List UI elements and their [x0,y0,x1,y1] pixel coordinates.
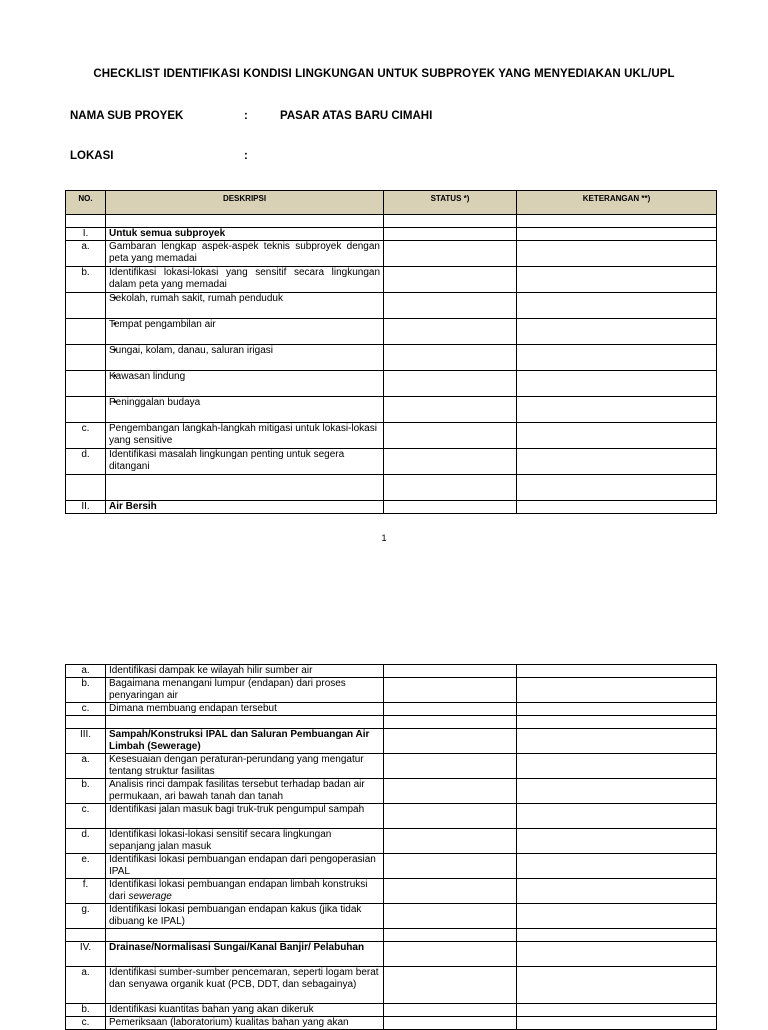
row-desc-italic: sewerage [128,891,172,902]
row-no: d. [66,449,106,475]
section-heading: Drainase/Normalisasi Sungai/Kanal Banjir/ Pelabuhan [106,942,384,967]
keterangan-cell[interactable] [517,1017,717,1030]
keterangan-cell[interactable] [517,967,717,1004]
status-cell[interactable] [384,879,517,904]
header-deskripsi: DESKRIPSI [106,191,384,215]
table-row [66,729,717,754]
row-no [66,371,106,397]
nama-colon: : [244,110,248,122]
row-no: f. [66,879,106,904]
status-cell[interactable] [384,942,517,967]
row-no: a. [66,967,106,1004]
status-cell[interactable] [384,703,517,716]
table-row [66,829,717,854]
status-cell[interactable] [384,241,517,267]
table-row [66,241,717,267]
table-row [66,423,717,449]
row-desc: Identifikasi lokasi pembuangan endapan kakus (jika tidak dibuang ke IPAL) [106,904,384,929]
row-no: c. [66,804,106,829]
row-desc: Identifikasi sumber-sumber pencemaran, seperti logam berat dan senyawa organik kuat (PCB, DDT, dan sebagainya) [106,967,384,1004]
row-no: e. [66,854,106,879]
keterangan-cell[interactable] [517,475,717,501]
table-row [66,397,717,423]
row-no [66,397,106,423]
keterangan-cell[interactable] [517,716,717,729]
table-row [66,501,717,514]
status-cell[interactable] [384,729,517,754]
keterangan-cell[interactable] [517,779,717,804]
keterangan-cell[interactable] [517,397,717,423]
status-cell[interactable] [384,754,517,779]
status-cell[interactable] [384,397,517,423]
bullet-item: • Tempat pengambilan air [106,319,384,345]
status-cell[interactable] [384,267,517,293]
table-row [66,371,717,397]
row-no: c. [66,1017,106,1030]
keterangan-cell[interactable] [517,929,717,942]
status-cell[interactable] [384,228,517,241]
keterangan-cell[interactable] [517,293,717,319]
status-cell[interactable] [384,665,517,678]
bullet-item: • Peninggalan budaya [106,397,384,423]
status-cell[interactable] [384,319,517,345]
table-row [66,754,717,779]
keterangan-cell[interactable] [517,215,717,228]
row-no [66,215,106,228]
row-desc: Analisis rinci dampak fasilitas tersebut terhadap badan air permukaan, ari bawah tanah dan tanah [106,779,384,804]
status-cell[interactable] [384,293,517,319]
status-cell[interactable] [384,716,517,729]
keterangan-cell[interactable] [517,228,717,241]
status-cell[interactable] [384,1017,517,1030]
table-row [66,345,717,371]
keterangan-cell[interactable] [517,345,717,371]
row-no: b. [66,1004,106,1017]
keterangan-cell[interactable] [517,678,717,703]
row-no [66,293,106,319]
nama-sub-proyek-label: NAMA SUB PROYEK [70,110,184,122]
row-desc: Dimana membuang endapan tersebut [106,703,384,716]
status-cell[interactable] [384,475,517,501]
row-desc: Identifikasi masalah lingkungan penting untuk segera ditangani [106,449,384,475]
row-desc: Identifikasi lokasi-lokasi sensitif secara lingkungan sepanjang jalan masuk [106,829,384,854]
row-no [66,345,106,371]
status-cell[interactable] [384,904,517,929]
keterangan-cell[interactable] [517,703,717,716]
status-cell[interactable] [384,829,517,854]
status-cell[interactable] [384,929,517,942]
document-title: CHECKLIST IDENTIFIKASI KONDISI LINGKUNGAN UNTUK SUBPROYEK YANG MENYEDIAKAN UKL/UPL [93,68,675,80]
table-row [66,703,717,716]
row-desc: Pengembangan langkah-langkah mitigasi untuk lokasi-lokasi yang sensitive [106,423,384,449]
row-desc: Identifikasi lokasi pembuangan endapan dari pengoperasian IPAL [106,854,384,879]
keterangan-cell[interactable] [517,879,717,904]
row-no: c. [66,423,106,449]
lokasi-colon: : [244,150,248,162]
row-desc-text: Identifikasi lokasi pembuangan endapan limbah konstruksi dari [109,879,368,902]
table-row [66,1017,717,1030]
table-row [66,215,717,228]
keterangan-cell[interactable] [517,854,717,879]
checklist-table-page2 [65,664,717,1030]
status-cell[interactable] [384,967,517,1004]
section-heading: Air Bersih [106,501,384,514]
row-no: b. [66,779,106,804]
keterangan-cell[interactable] [517,665,717,678]
row-desc: Pemeriksaan (laboratorium) kualitas bahan yang akan [106,1017,384,1030]
keterangan-cell[interactable] [517,423,717,449]
table-row [66,475,717,501]
table-row [66,319,717,345]
bullet-item: • Sekolah, rumah sakit, rumah penduduk [106,293,384,319]
page-number: 1 [381,533,387,543]
row-desc: Kesesuaian dengan peraturan-perundang yang mengatur tentang struktur fasilitas [106,754,384,779]
bullet-item: • Sungai, kolam, danau, saluran irigasi [106,345,384,371]
row-no: IV. [66,942,106,967]
checklist-table-page1 [65,190,717,514]
row-desc [106,215,384,228]
row-desc [106,475,384,501]
table-row [66,904,717,929]
row-desc [106,879,384,904]
bullet-item: • Kawasan lindung [106,371,384,397]
status-cell[interactable] [384,779,517,804]
row-desc: Identifikasi dampak ke wilayah hilir sumber air [106,665,384,678]
table-row [66,779,717,804]
row-desc: Bagaimana menangani lumpur (endapan) dari proses penyaringan air [106,678,384,703]
table-row [66,804,717,829]
status-cell[interactable] [384,423,517,449]
row-desc [106,929,384,942]
keterangan-cell[interactable] [517,449,717,475]
table-row [66,716,717,729]
keterangan-cell[interactable] [517,729,717,754]
keterangan-cell[interactable] [517,829,717,854]
keterangan-cell[interactable] [517,942,717,967]
status-cell[interactable] [384,449,517,475]
row-no: d. [66,829,106,854]
keterangan-cell[interactable] [517,267,717,293]
row-desc: Identifikasi jalan masuk bagi truk-truk pengumpul sampah [106,804,384,829]
row-no [66,319,106,345]
table-row [66,665,717,678]
status-cell[interactable] [384,371,517,397]
keterangan-cell[interactable] [517,1004,717,1017]
header-status: STATUS *) [384,191,517,215]
row-no: II. [66,501,106,514]
status-cell[interactable] [384,501,517,514]
row-no [66,716,106,729]
table-header-row [66,191,717,215]
row-no: c. [66,703,106,716]
table-row [66,678,717,703]
section-heading: Sampah/Konstruksi IPAL dan Saluran Pembuangan Air Limbah (Sewerage) [106,729,384,754]
row-no: g. [66,904,106,929]
row-desc: Identifikasi kuantitas bahan yang akan dikeruk [106,1004,384,1017]
row-no [66,929,106,942]
row-desc: Identifikasi lokasi-lokasi yang sensitif secara lingkungan dalam peta yang memadai [106,267,384,293]
keterangan-cell[interactable] [517,904,717,929]
row-no: b. [66,267,106,293]
keterangan-cell[interactable] [517,754,717,779]
table-row [66,967,717,1004]
row-no: a. [66,241,106,267]
row-no: I. [66,228,106,241]
table-row [66,942,717,967]
section-heading: Untuk semua subproyek [106,228,384,241]
table-row [66,449,717,475]
keterangan-cell[interactable] [517,371,717,397]
row-no: III. [66,729,106,754]
status-cell[interactable] [384,804,517,829]
row-no: a. [66,754,106,779]
row-desc: Gambaran lengkap aspek-aspek teknis subproyek dengan peta yang memadai [106,241,384,267]
header-no: NO. [66,191,106,215]
table-row [66,929,717,942]
table-row [66,267,717,293]
lokasi-label: LOKASI [70,150,114,162]
table-row [66,1004,717,1017]
status-cell[interactable] [384,215,517,228]
table-row [66,228,717,241]
table-row [66,293,717,319]
keterangan-cell[interactable] [517,241,717,267]
keterangan-cell[interactable] [517,319,717,345]
status-cell[interactable] [384,678,517,703]
status-cell[interactable] [384,1004,517,1017]
row-no [66,475,106,501]
row-no: a. [66,665,106,678]
row-no: b. [66,678,106,703]
nama-sub-proyek-value: PASAR ATAS BARU CIMAHI [280,110,433,122]
table-row [66,879,717,904]
status-cell[interactable] [384,345,517,371]
keterangan-cell[interactable] [517,501,717,514]
row-desc [106,716,384,729]
table-row [66,854,717,879]
status-cell[interactable] [384,854,517,879]
header-keterangan: KETERANGAN **) [517,191,717,215]
keterangan-cell[interactable] [517,804,717,829]
